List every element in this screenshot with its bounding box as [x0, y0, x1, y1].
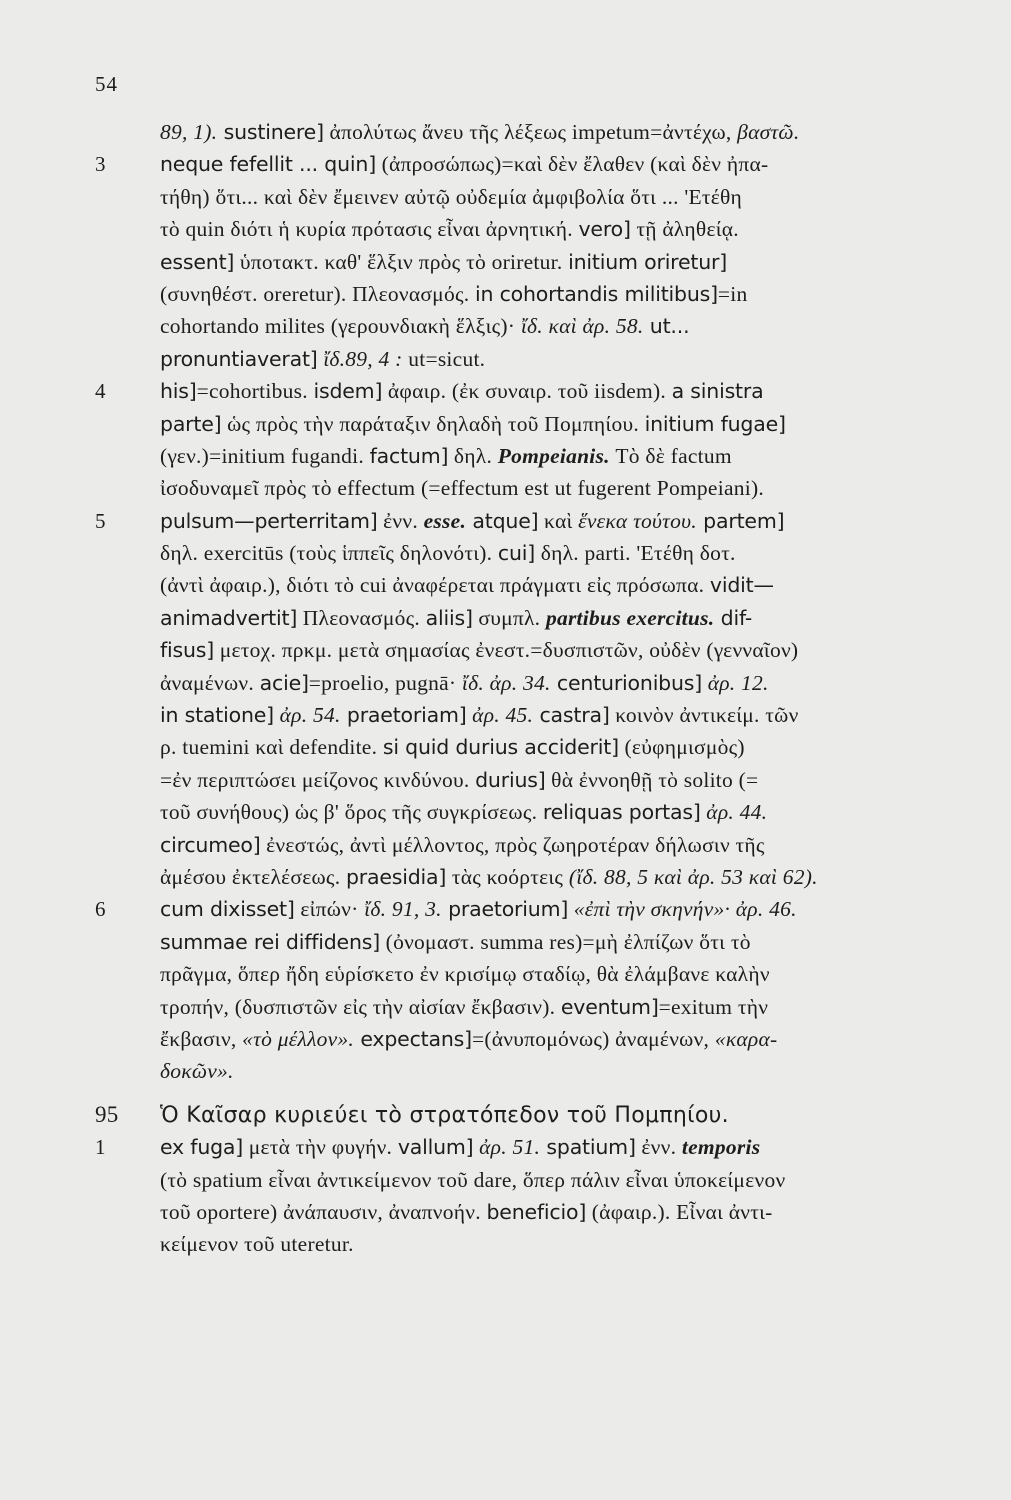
gloss-text: ἔκβασιν,: [160, 1026, 243, 1051]
gloss-text: (ἀφαιρ.). Εἶναι ἀντι-: [586, 1199, 773, 1224]
text-line: [95, 472, 1000, 504]
text-line: [95, 861, 1000, 893]
chapter-title: Ὁ Καῖσαρ κυριεύει τὸ στρατόπεδον τοῦ Πομπηίου.: [160, 1102, 729, 1128]
gloss-text: θὰ ἐννοηθῇ τὸ solito (=: [545, 767, 759, 792]
lemma: ut...: [643, 314, 690, 339]
gloss-text: δηλ.: [448, 443, 498, 468]
text-line: [95, 602, 1000, 634]
lemma: acie]: [259, 670, 309, 695]
text-line: [95, 213, 1000, 245]
lemma: vidit—: [709, 573, 774, 598]
commentary-section: [95, 116, 1000, 1088]
text-line: [95, 829, 1000, 861]
text-line: [95, 310, 1000, 342]
gloss-text: =exitum τὴν: [658, 994, 769, 1019]
text-line: [95, 1055, 1000, 1087]
text-line: [95, 569, 1000, 601]
gloss-text: =ἐν περιπτώσει μείζονος κινδύνου.: [160, 767, 476, 792]
paragraph-number: 6: [95, 897, 106, 922]
lemma: spatium]: [540, 1135, 636, 1160]
reference: ἀρ. 12.: [702, 670, 769, 695]
paragraph-number: 4: [95, 379, 106, 404]
text-line: [95, 1131, 1000, 1163]
text-line: [95, 1164, 1000, 1196]
text-line: [95, 375, 1000, 407]
reference: ἀρ. 44.: [700, 800, 768, 825]
lemma: cui]: [497, 541, 536, 566]
lemma: fisus]: [160, 638, 215, 663]
lemma: his]: [160, 379, 197, 404]
lemma: centurionibus]: [550, 670, 703, 695]
text-line: [95, 343, 1000, 375]
lemma: praetorium]: [441, 897, 569, 922]
reference: «ἐπὶ τὴν σκηνήν»· ἀρ. 46.: [568, 897, 797, 922]
emphasis: esse.: [423, 508, 467, 533]
reference: 89, 1).: [160, 120, 218, 144]
gloss-text: τῇ ἀληθείᾳ.: [630, 217, 739, 242]
commentary-body: [95, 116, 1000, 1261]
lemma: cum dixisset]: [160, 897, 295, 922]
gloss-text: ἀπολύτως ἄνευ τῆς λέξεως impetum=ἀντέχω,: [323, 120, 738, 144]
text-line: [95, 991, 1000, 1023]
lemma: praetoriam]: [340, 703, 467, 728]
gloss-text: (ἀντὶ ἀφαιρ.), διότι τὸ cui ἀναφέρεται πράγματι εἰς πρόσωπα.: [160, 573, 710, 598]
lemma: eventum]: [560, 994, 659, 1019]
lemma: praesidia]: [345, 864, 447, 889]
lemma: si quid durius acciderit]: [382, 735, 619, 760]
lemma: essent]: [160, 249, 235, 274]
gloss-text: εἰπών·: [294, 897, 365, 922]
reference: βαστῶ.: [737, 120, 800, 144]
lemma: expectans]: [354, 1026, 472, 1051]
emphasis: temporis: [681, 1135, 761, 1160]
paragraph-number: 3: [95, 152, 106, 177]
text-line: [95, 408, 1000, 440]
reference: ἴδ.89, 4 :: [317, 346, 403, 371]
gloss-text: ut=sicut.: [402, 346, 486, 371]
text-line: [95, 1196, 1000, 1228]
gloss-text: συμπλ.: [472, 605, 546, 630]
gloss-text: τὰς κοόρτεις: [446, 864, 569, 889]
gloss-text: Τὸ δὲ factum: [609, 443, 732, 468]
gloss-text: =proelio, pugnā·: [308, 670, 462, 695]
gloss-text: τοῦ oportere) ἀνάπαυσιν, ἀναπνοήν.: [160, 1199, 487, 1224]
reference: ἀρ. 51.: [473, 1135, 541, 1160]
gloss-text: cohortando milites (γερουνδιακὴ ἕλξις)·: [160, 314, 521, 339]
lemma: in statione]: [160, 703, 274, 728]
lemma: factum]: [369, 443, 449, 468]
gloss-text: ὡς πρὸς τὴν παράταξιν δηλαδὴ τοῦ Πομπηίου.: [221, 411, 645, 436]
lemma: vallum]: [397, 1135, 474, 1160]
paragraph-number: 5: [95, 508, 106, 533]
gloss-text: ἀμέσου ἐκτελέσεως.: [160, 864, 346, 889]
reference: ἴδ. καὶ ἀρ. 58.: [520, 314, 644, 339]
text-line: [95, 731, 1000, 763]
lemma: dif-: [714, 605, 753, 630]
lemma: castra]: [533, 703, 610, 728]
gloss-text: μετὰ τὴν φυγήν.: [243, 1135, 398, 1160]
gloss-text: =in: [717, 281, 748, 306]
gloss-text: τήθη) ὅτι... καὶ δὲν ἔμεινεν αὐτῷ οὐδεμία ἀμφιβολία ὅτι ... 'Ετέθη: [160, 184, 743, 209]
page-number: 54: [95, 72, 118, 96]
gloss-text: μετοχ. πρκμ. μετὰ σημασίας ἐνεστ.=δυσπιστῶν, οὐδὲν (γενναῖον): [214, 638, 799, 663]
lemma: sustinere]: [217, 120, 324, 144]
lemma: reliquas portas]: [542, 800, 701, 825]
reference: «καρα-: [714, 1026, 778, 1051]
gloss-text: ἐνν.: [377, 508, 424, 533]
gloss-text: ἀναμένων.: [160, 670, 260, 695]
lemma: summae rei diffidens]: [160, 929, 381, 954]
lemma: partem]: [696, 508, 785, 533]
text-line: [95, 893, 1000, 925]
text-line: [95, 116, 1000, 148]
gloss-text: τροπήν, (δυσπιστῶν εἰς τὴν αἰσίαν ἔκβασιν).: [160, 994, 561, 1019]
chapter-number: 95: [95, 1101, 119, 1127]
reference: ἴδ. ἀρ. 34.: [461, 670, 551, 695]
gloss-text: (ὀνομαστ. summa res)=μὴ ἐλπίζων ὅτι τὸ: [380, 929, 751, 954]
reference: «τὸ μέλλον».: [242, 1026, 355, 1051]
gloss-text: ὑποτακτ. καθ' ἕλξιν πρὸς τὸ oriretur.: [234, 249, 569, 274]
text-line: [95, 148, 1000, 180]
chapter-heading: [95, 1099, 1000, 1131]
text-line: [95, 246, 1000, 278]
lemma: animadvertit]: [160, 605, 298, 630]
gloss-text: ἐνεστώς, ἀντὶ μέλλοντος, πρὸς ζωηροτέραν δήλωσιν τῆς: [260, 832, 765, 857]
text-line: [95, 505, 1000, 537]
text-line: [95, 440, 1000, 472]
reference: δοκῶν».: [160, 1059, 234, 1084]
gloss-text: τὸ quin διότι ἡ κυρία πρότασις εἶναι ἀρνητική.: [160, 217, 579, 242]
gloss-text: ρ. tuemini καὶ defendite.: [160, 735, 383, 760]
text-line: [95, 958, 1000, 990]
gloss-text: δηλ. parti. 'Ετέθη δοτ.: [535, 541, 736, 566]
lemma: a sinistra: [671, 379, 764, 404]
lemma: ex fuga]: [160, 1135, 244, 1160]
reference: ἕνεκα τούτου.: [578, 508, 697, 533]
gloss-text: ἐνν.: [635, 1135, 682, 1160]
gloss-text: ἰσοδυναμεῖ πρὸς τὸ effectum (=effectum est ut fugerent Pompeiani).: [160, 476, 764, 501]
paragraph-number: 1: [95, 1135, 106, 1160]
gloss-text: κοινὸν ἀντικείμ. τῶν: [609, 703, 799, 728]
gloss-text: κείμενον τοῦ uteretur.: [160, 1232, 354, 1257]
gloss-text: (γεν.)=initium fugandi.: [160, 443, 370, 468]
lemma: durius]: [475, 767, 546, 792]
gloss-text: ἀφαιρ. (ἐκ συναιρ. τοῦ iisdem).: [382, 379, 672, 404]
lemma: pulsum—perterritam]: [160, 508, 378, 533]
gloss-text: (τὸ spatium εἶναι ἀντικείμενον τοῦ dare, ὅπερ πάλιν εἶναι ὑποκείμενον: [160, 1167, 786, 1192]
text-line: [95, 278, 1000, 310]
lemma: aliis]: [425, 605, 473, 630]
lemma: initium fugae]: [644, 411, 786, 436]
gloss-text: =cohortibus.: [196, 379, 314, 404]
lemma: neque fefellit ... quin]: [160, 152, 376, 177]
reference: ἀρ. 54.: [273, 703, 341, 728]
gloss-text: τοῦ συνήθους) ὡς β' ὅρος τῆς συγκρίσεως.: [160, 800, 543, 825]
gloss-text: (συνηθέστ. oreretur). Πλεονασμός.: [160, 281, 475, 306]
text-line: [95, 1023, 1000, 1055]
text-line: [95, 699, 1000, 731]
lemma: initium oriretur]: [568, 249, 728, 274]
commentary-section: [95, 1088, 1000, 1261]
text-line: [95, 537, 1000, 569]
lemma: circumeo]: [160, 832, 261, 857]
text-line: [95, 181, 1000, 213]
reference: ἀρ. 45.: [466, 703, 534, 728]
gloss-text: δηλ. exercitūs (τοὺς ἱππεῖς δηλονότι).: [160, 541, 498, 566]
gloss-text: Πλεονασμός.: [297, 605, 426, 630]
text-line: [95, 634, 1000, 666]
gloss-text: καὶ: [538, 508, 579, 533]
reference: (ἴδ. 88, 5 καὶ ἀρ. 53 καὶ 62).: [568, 864, 818, 889]
gloss-text: (εὐφημισμὸς): [618, 735, 745, 760]
lemma: parte]: [160, 411, 222, 436]
emphasis: partibus exercitus.: [545, 605, 715, 630]
emphasis: Pompeianis.: [497, 443, 610, 468]
text-line: [95, 796, 1000, 828]
lemma: atque]: [466, 508, 539, 533]
text-line: [95, 1228, 1000, 1260]
text-line: [95, 926, 1000, 958]
gloss-text: (ἀπροσώπως)=καὶ δὲν ἔλαθεν (καὶ δὲν ἠπα-: [376, 152, 769, 177]
text-line: [95, 764, 1000, 796]
reference: ἴδ. 91, 3.: [364, 897, 442, 922]
lemma: vero]: [578, 217, 631, 242]
gloss-text: =(ἀνυπομόνως) ἀναμένων,: [471, 1026, 715, 1051]
lemma: pronuntiaverat]: [160, 346, 318, 371]
lemma: in cohortandis militibus]: [474, 281, 718, 306]
gloss-text: πρᾶγμα, ὅπερ ἤδη εὑρίσκετο ἐν κρισίμῳ σταδίῳ, θὰ ἐλάμβανε καλὴν: [160, 962, 770, 987]
text-line: [95, 667, 1000, 699]
lemma: beneficio]: [486, 1199, 587, 1224]
lemma: isdem]: [313, 379, 383, 404]
